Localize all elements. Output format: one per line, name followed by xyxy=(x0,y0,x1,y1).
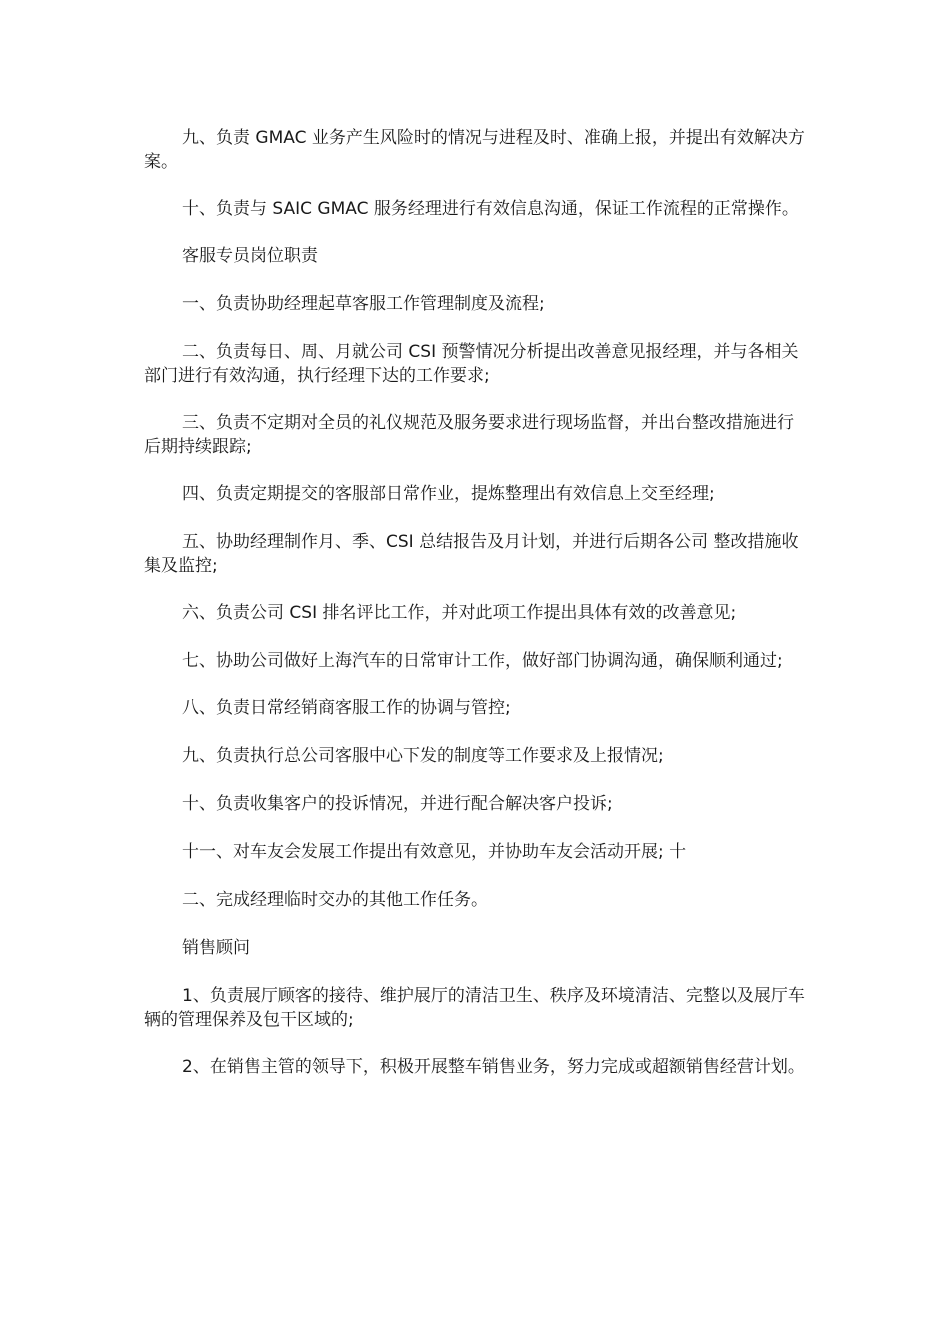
paragraph-cs-2: 二、负责每日、周、月就公司 CSI 预警情况分析提出改善意见报经理，并与各相关部门进行有效沟通，执行经理下达的工作要求; xyxy=(144,342,799,386)
paragraph-cs-9: 九、负责执行总公司客服中心下发的制度等工作要求及上报情况; xyxy=(182,746,664,766)
paragraph-saic-gmac: 十、负责与 SAIC GMAC 服务经理进行有效信息沟通，保证工作流程的正常操作。 xyxy=(182,199,799,219)
paragraph-cs-12: 二、完成经理临时交办的其他工作任务。 xyxy=(182,890,488,910)
paragraph-cs-10: 十、负责收集客户的投诉情况，并进行配合解决客户投诉; xyxy=(182,794,613,814)
paragraph-gmac-risk: 九、负责 GMAC 业务产生风险时的情况与进程及时、准确上报，并提出有效解决方案。 xyxy=(144,128,805,172)
paragraph-cs-3: 三、负责不定期对全员的礼仪规范及服务要求进行现场监督，并出台整改措施进行后期持续跟踪; xyxy=(144,413,794,457)
paragraph-cs-8: 八、负责日常经销商客服工作的协调与管控; xyxy=(182,698,511,718)
paragraph-sales-2: 2、在销售主管的领导下，积极开展整车销售业务，努力完成或超额销售经营计划。 xyxy=(182,1057,805,1077)
paragraph-cs-7: 七、协助公司做好上海汽车的日常审计工作，做好部门协调沟通，确保顺利通过; xyxy=(182,651,783,671)
paragraph-cs-1: 一、负责协助经理起草客服工作管理制度及流程; xyxy=(182,294,545,314)
paragraph-cs-6: 六、负责公司 CSI 排名评比工作，并对此项工作提出具体有效的改善意见; xyxy=(182,603,737,623)
paragraph-sales-1: 1、负责展厅顾客的接待、维护展厅的清洁卫生、秩序及环境清洁、完整以及展厅车辆的管理保养及包干区域的; xyxy=(144,986,805,1030)
paragraph-cs-5: 五、协助经理制作月、季、CSI 总结报告及月计划，并进行后期各公司 整改措施收集及监控; xyxy=(144,532,799,576)
section-heading-customer-service: 客服专员岗位职责 xyxy=(182,246,318,266)
paragraph-cs-4: 四、负责定期提交的客服部日常作业，提炼整理出有效信息上交至经理; xyxy=(182,484,715,504)
paragraph-cs-11: 十一、对车友会发展工作提出有效意见，并协助车友会活动开展; 十 xyxy=(182,842,687,862)
document-body xyxy=(144,126,806,1102)
section-heading-sales-consultant: 销售顾问 xyxy=(182,938,250,958)
